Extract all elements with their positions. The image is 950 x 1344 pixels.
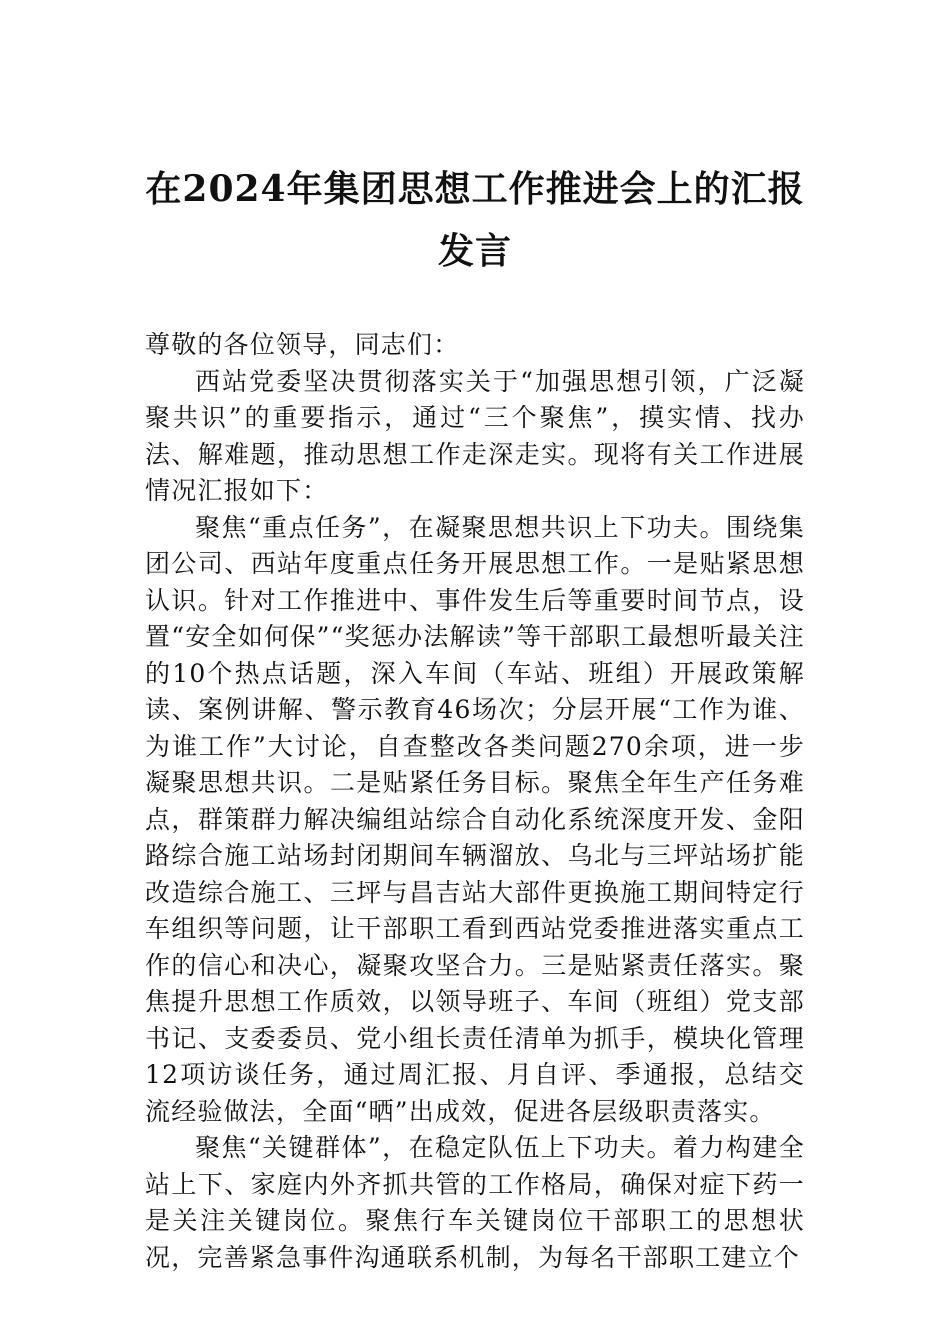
paragraph-key-groups: 聚焦“关键群体”，在稳定队伍上下功夫。着力构建全站上下、家庭内外齐抓共管的工作格局，确保对症下药一是关注关键岗位。聚焦行车关键岗位干部职工的思想状况，完善紧急事件沟通联系机制，为每名干部职工建立个 — [145, 1133, 805, 1272]
document-title: 在2024年集团思想工作推进会上的汇报发言 — [145, 168, 805, 272]
paragraph-intro: 西站党委坚决贯彻落实关于“加强思想引领，广泛凝聚共识”的重要指示，通过“三个聚焦”，摸实情、找办法、解难题，推动思想工作走深走实。现将有关工作进展情况汇报如下： — [145, 366, 805, 505]
salutation: 尊敬的各位领导，同志们： — [145, 330, 460, 359]
paragraph-key-tasks: 聚焦“重点任务”，在凝聚思想共识上下功夫。围绕集团公司、西站年度重点任务开展思想工作。一是贴紧思想认识。针对工作推进中、事件发生后等重要时间节点，设置“安全如何保”“奖惩办法解读”等干部职工最想听最关注的10个热点话题，深入车间（车站、班组）开展政策解读、案例讲解、警示教育46场次；分层开展“工作为谁、为谁工作”大讨论，自查整改各类问题270余项，进一步凝聚思想共识。二是贴紧任务目标。聚焦全年生产任务难点，群策群力解决编组站综合自动化系统深度开发、金阳路综合施工站场封闭期间车辆溜放、乌北与三坪站场扩能改造综合施工、三坪与昌吉站大部件更换施工期间特定行车组织等问题，让干部职工看到西站党委推进落实重点工作的信心和决心，凝聚攻坚合力。三是贴紧责任落实。聚焦提升思想工作质效，以领导班子、车间（班组）党支部书记、支委委员、党小组长责任清单为抓手，模块化管理12项访谈任务，通过周汇报、月自评、季通报，总结交流经验做法，全面“晒”出成效，促进各层级职责落实。 — [145, 512, 805, 1126]
document-body — [145, 327, 805, 1276]
